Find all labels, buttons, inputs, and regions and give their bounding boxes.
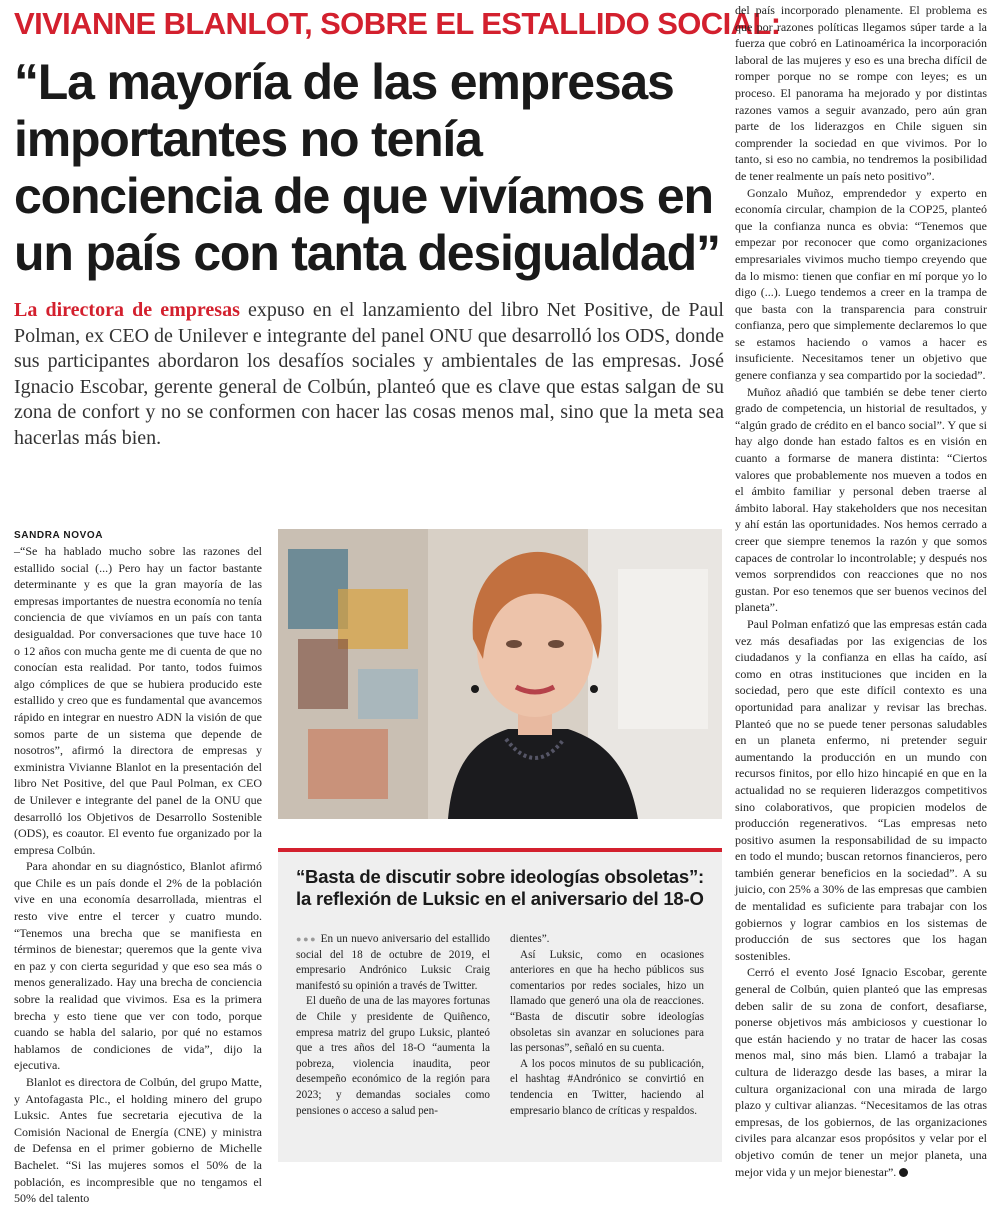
sidebar-paragraph: El dueño de una de las mayores fortunas de Chile y presidente de Quiñenco, empresa matriz del grupo Luksic, planteó que a tres años del 18-O “aumenta la pobreza, violencia inaudita, peor desempeño económico de la región para 2023; y demandas sociales como pensiones o acceso a salud pen- [296,995,490,1117]
sidebar-box [278,848,722,1162]
headline: “La mayoría de las empresas importantes no tenía conciencia de que vivíamos en un país con tanta desigualdad” [14,54,720,281]
portrait-photo [278,529,722,819]
lead-highlight: La directora de empresas [14,299,240,321]
portrait-illustration [278,529,722,819]
sidebar-paragraph-text: En un nuevo aniversario del estallido social del 18 de octubre de 2019, el empresario Andrónico Luksic Craig manifestó su opinión a través de Twitter. [296,933,491,992]
sidebar-paragraph: A los pocos minutos de su publicación, el hashtag #Andrónico se convirtió en tendencia en Twitter, haciendo al empresario blanco de críticas y respaldos. [510,1057,704,1117]
body-paragraph: Gonzalo Muñoz, emprendedor y experto en economía circular, champion de la COP25, planteó que la confianza nunca es obvia: “Tenemos que empezar por reconocer que como organizaciones empresariales vivimos mucho tiempo creyendo que da lo mismo: tienen que confiar en mí porque yo lo digo (...). Luego tendemos a creer en la trampa de que basta con la transparencia para construir confianza, pero que simplemente declaremos lo que se estamos haciendo o vamos a hacer es insuficiente. Necesitamos tener un objetivo que genere confianza y sea compartido por la sociedad”. [735,185,987,383]
sidebar-paragraph: Así Luksic, como en ocasiones anteriores en que ha hecho públicos sus comentarios por redes sociales, hizo un llamado que generó una ola de reacciones. “Basta de discutir sobre ideologías obsoletas sin avanzar en soluciones para las personas”, señaló en su cuenta. [510,948,704,1055]
sidebar-paragraph [296,932,490,994]
end-mark-icon [899,1168,908,1177]
sidebar-column-1 [296,932,490,1119]
lead-text: expuso en el lanzamiento del libro Net Positive, de Paul Polman, ex CEO de Unilever e integrante del panel ONU que desarrolló los ODS, donde sus participantes abordaron los desafíos sociales y ambientales de las empresas. José Ignacio Escobar, gerente general de Colbún, planteó que es clave que estas salgan de su zona de confort y no se conformen con hacer las cosas menos mal, sino que la meta sea hacerlas más bien. [14,299,724,449]
body-paragraph: Para ahondar en su diagnóstico, Blanlot afirmó que Chile es un país donde el 2% de la población vive en una economía desarrollada, mientras el resto vive entre el tercer y cuatro mundo. “Tenemos una brecha que se manifiesta en términos de bienestar; queremos que la gente viva en paz y con cierta seguridad y que eso sea más o menos generalizado. Hay una brecha de conciencia sobre la realidad que vivimos. Esa es la primera brecha y esto tiene que ver con todo, porque cuando se habla del salario, por qué no estamos hablamos de condiciones de vida”, dijo la ejecutiva. [14,859,262,1073]
sidebar-title: “Basta de discutir sobre ideologías obsoletas”: la reflexión de Luksic en el aniversario del 18-O [296,866,704,909]
body-paragraph: Blanlot es directora de Colbún, del grupo Matte, y Antofagasta Plc., el holding minero del grupo Luksic. Antes fue secretaria ejecutiva de la Comisión Nacional de Energía (CNE) y ministra de Defensa en el primer gobierno de Michelle Bachelet. “Si las mujeres somos el 50% de la población, es incompresible que no tengamos el 50% del talento [14,1075,262,1206]
closing-text: Cerró el evento José Ignacio Escobar, gerente general de Colbún, quien planteó que las empresas deben salir de su zona de confort, desafiarse, ponerse objetivos más ambiciosos y cuestionar lo que están haciendo y no tratar de hacer las cosas menos mal, sino más bien. Llamó a trabajar la cultura de liderazgo desde las bases, a mirar la cultura organizacional con una mirada de largo plazo y cultivar alianzas. “Necesitamos de las otras empresas, de los gobiernos, de las organizaciones civiles para alcanzar esos propósitos y velar por el objetivo común de tener un mejor planeta, una mejor vida y un mejor bienestar”. [735,965,987,1179]
byline: SANDRA NOVOA [14,530,104,541]
right-column [735,2,987,1180]
sidebar-paragraph: dientes”. [510,933,550,945]
kicker: VIVIANNE BLANLOT, SOBRE EL ESTALLIDO SOCIAL: [14,6,781,41]
left-column [14,543,262,1207]
lead-paragraph [14,298,724,451]
body-paragraph: del país incorporado plenamente. El problema es que por razones políticas llegamos súper tarde a la fuerza que cobró en Latinoamérica la incorporación laboral de las mujeres y eso es una brecha difícil de romper porque no se rompe con leyes; es un proceso. El panorama ha mejorado y por distintas razones vamos a seguir avanzado, pero aún gran parte de los liderazgos en Chile siguen sin comprender la sociedad en que vivimos. Por lo tanto, si eso no cambia, no tendremos la posibilidad de tener realmente un país neto positivo”. [735,3,987,183]
dots-icon: ●●● [296,934,318,944]
body-paragraph [735,964,987,1180]
body-paragraph: Paul Polman enfatizó que las empresas están cada vez más desafiadas por las exigencias de los ciudadanos y la confianza en ellas ha caído, así como en otras instituciones que inciden en la sociedad, pero que este difícil contexto es una oportunidad para analizar y revisar las brechas. Planteó que no se puede tener personas saludables en un planeta enfermo, ni pretender seguir aumentando la producción en un mundo con recursos finitos, por ello hizo hincapié en que en la actualidad no se requieren liderazgos competitivos sino colaborativos, que propicien modelos de producción regenerativos. “Las empresas neto positivo asumen la responsabilidad de su impacto en todo el mundo; buscan retornos financieros, pero también generar beneficios en la sociedad”. A su juicio, con 25% a 30% de las empresas que cambien de mentalidad es suficiente para trabajar con los gobiernos y lograr cambios en los sistemas de producción de sus sectores que los hagan sostenibles. [735,616,987,963]
body-paragraph: Muñoz añadió que también se debe tener cierto grado de competencia, un historial de resultados, y “algún grado de crédito en el banco social”. Y que si hay algo donde han estado faltos es en visión en cuanto a formarse de manera distinta: “Ciertos valores que probablemente nos mueven a todos en el ámbito familiar y personal deben traerse al ámbito laboral. Hay stakeholders que nos necesitan y ahí están las oportunidades. Nos hemos cerrado a creer que siempre tenemos la razón y que somos capaces de controlar lo incontrolable; y después nos vemos sorprendidos con reacciones que no nos gustan. Por eso tenemos que ser buenos vecinos del planeta”. [735,384,988,615]
body-paragraph: –“Se ha hablado mucho sobre las razones del estallido social (...) Pero hay un factor bastante determinante y es que la gran mayoría de las empresas importantes de nuestra economía no tenía conciencia de que vivíamos en un país con tanta desigualdad. Por conversaciones que tuve hace 10 o 12 años con mucha gente me di cuenta de que no conocían esta realidad. Por tanto, todos fuimos algo cómplices de que se hubiera producido este estallido y creo que es fundamental que avancemos rápido en integrar en nuestro ADN la visión de que somos parte de un sistema que depende de nosotros”, afirmó la directora de empresas y exministra Vivianne Blanlot en la presentación del libro Net Positive, del que Paul Polman, ex CEO de Unilever e integrante del panel de la ONU que desarrolló los Objetivos de Desarrollo Sostenible (ODS), es coautor. El evento fue organizado por la empresa Colbún. [14,544,262,857]
sidebar-column-2 [510,932,704,1119]
